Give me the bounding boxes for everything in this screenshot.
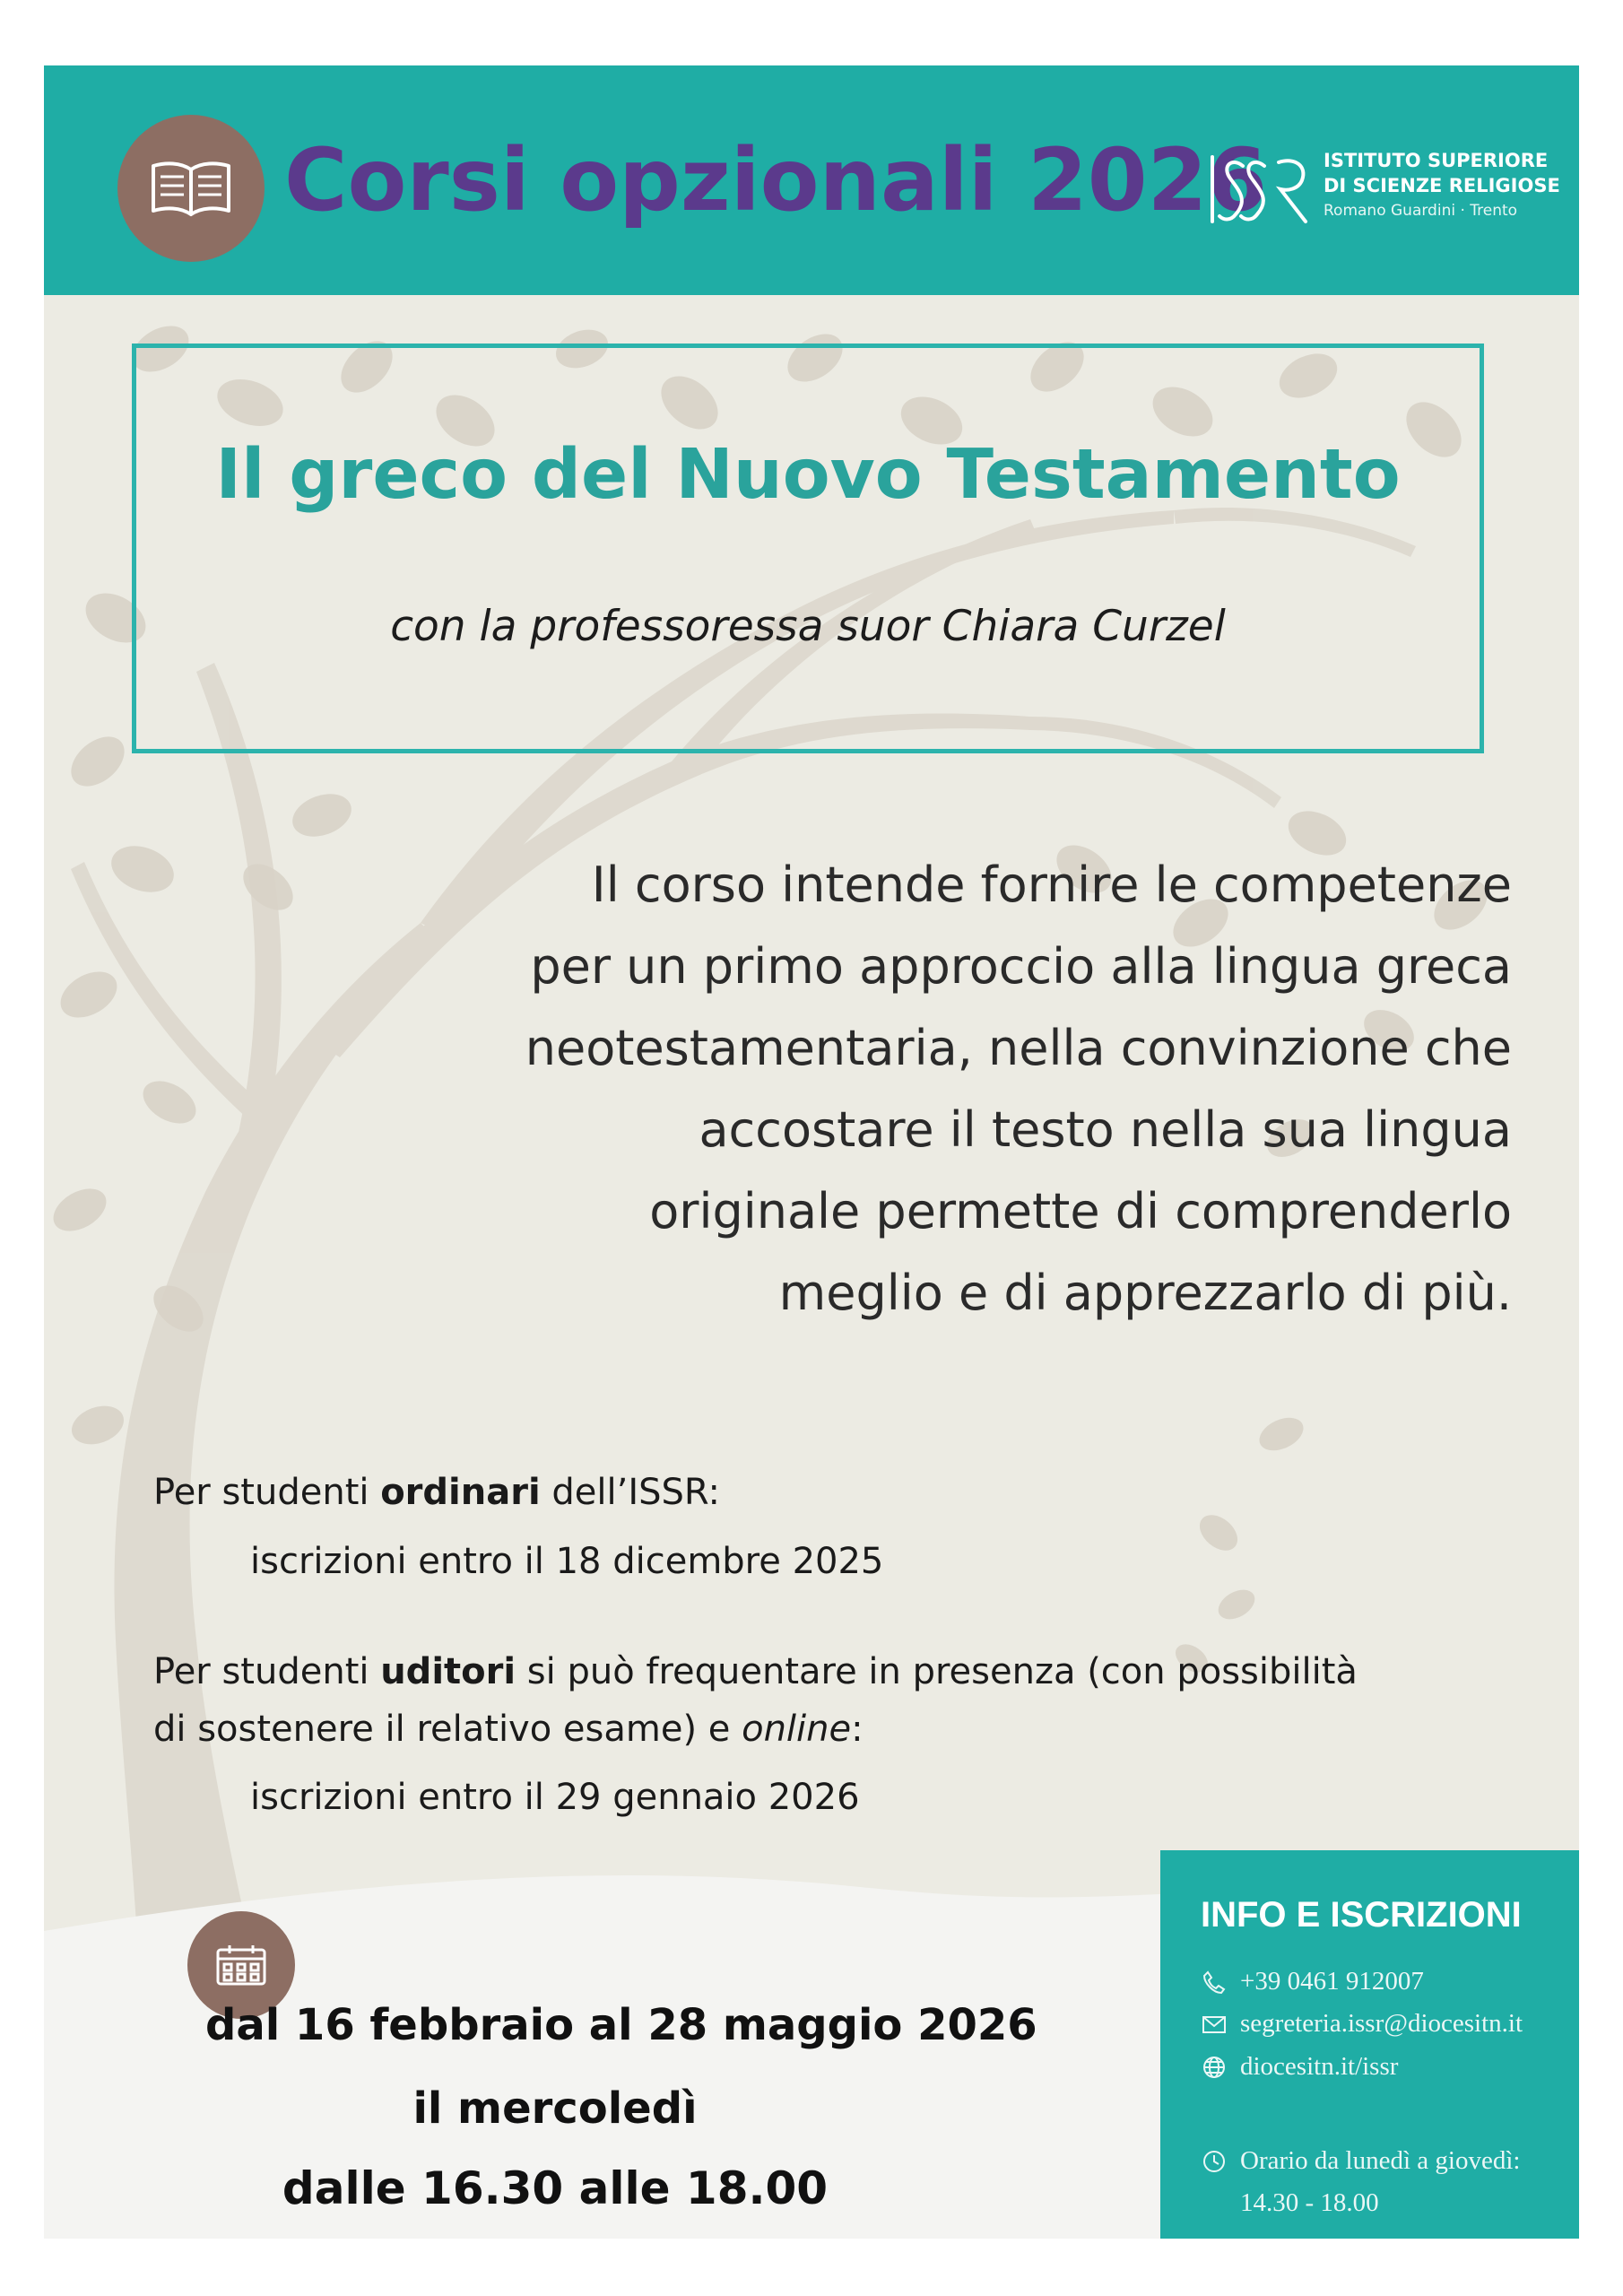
ordinari-deadline: iscrizioni entro il 18 dicembre 2025 — [250, 1541, 884, 1582]
description-line: originale permette di comprenderlo — [649, 1183, 1512, 1239]
info-email-text: segreteria.issr@diocesitn.it — [1240, 2009, 1523, 2038]
schedule-dates: dal 16 febbraio al 28 maggio 2026 — [205, 2000, 1037, 2050]
info-hours-value: 14.30 - 18.00 — [1240, 2188, 1379, 2217]
info-hours-label: Orario da lunedì a giovedì: — [1240, 2146, 1521, 2175]
ordinari-bold: ordinari — [380, 1472, 541, 1513]
ordinari-line — [153, 1472, 720, 1513]
info-hours — [1201, 2146, 1520, 2176]
info-email — [1201, 2009, 1523, 2039]
course-description — [346, 844, 1512, 1334]
course-subtitle: con la professoressa suor Chiara Curzel — [390, 602, 1226, 651]
header-title: Corsi opzionali 2026 — [284, 130, 1268, 230]
poster — [44, 65, 1579, 2239]
uditori-line-2 — [153, 1709, 864, 1750]
uditori-line — [153, 1651, 1358, 1692]
header-band — [44, 65, 1579, 295]
calendar-icon — [215, 1943, 267, 1987]
info-phone-text: +39 0461 912007 — [1240, 1967, 1424, 1996]
uditori-bold: uditori — [380, 1651, 516, 1692]
description-line: neotestamentaria, nella convinzione che — [525, 1020, 1512, 1076]
issr-logo-mark — [1205, 144, 1313, 234]
description-line: Il corso intende fornire le competenze — [591, 857, 1512, 913]
logo-line-2: DI SCIENZE RELIGIOSE — [1324, 175, 1560, 196]
schedule-time: dalle 16.30 alle 18.00 — [282, 2162, 829, 2214]
phone-icon — [1201, 1969, 1228, 1996]
logo-line-3: Romano Guardini · Trento — [1324, 202, 1518, 220]
ordinari-prefix: Per studenti — [153, 1472, 381, 1513]
globe-icon — [1201, 2054, 1228, 2081]
uditori-line2-italic: online — [742, 1709, 852, 1750]
issr-logo — [1205, 144, 1560, 234]
uditori-line2-prefix: di sostenere il relativo esame) e — [153, 1709, 742, 1750]
description-line: meglio e di apprezzarlo di più. — [778, 1265, 1512, 1321]
description-line: per un primo approccio alla lingua greca — [530, 938, 1512, 995]
clock-icon — [1201, 2148, 1228, 2175]
uditori-line2-suffix: : — [851, 1709, 864, 1750]
book-badge — [117, 115, 265, 262]
description-line: accostare il testo nella sua lingua — [699, 1101, 1512, 1158]
uditori-deadline: iscrizioni entro il 29 gennaio 2026 — [250, 1777, 860, 1818]
uditori-suffix: si può frequentare in presenza (con possibilità — [516, 1651, 1358, 1692]
schedule-day: il mercoledì — [412, 2083, 698, 2134]
course-title-box — [132, 344, 1484, 753]
logo-line-1: ISTITUTO SUPERIORE — [1324, 150, 1549, 171]
mail-icon — [1201, 2011, 1228, 2038]
info-title: INFO E ISCRIZIONI — [1201, 1895, 1522, 1935]
uditori-prefix: Per studenti — [153, 1651, 381, 1692]
info-web-text: diocesitn.it/issr — [1240, 2052, 1399, 2081]
ordinari-suffix: dell’ISSR: — [540, 1472, 720, 1513]
info-phone — [1201, 1967, 1424, 1996]
info-web — [1201, 2052, 1398, 2082]
open-book-icon — [150, 159, 232, 218]
course-title: Il greco del Nuovo Testamento — [215, 435, 1401, 515]
info-box — [1160, 1850, 1579, 2239]
